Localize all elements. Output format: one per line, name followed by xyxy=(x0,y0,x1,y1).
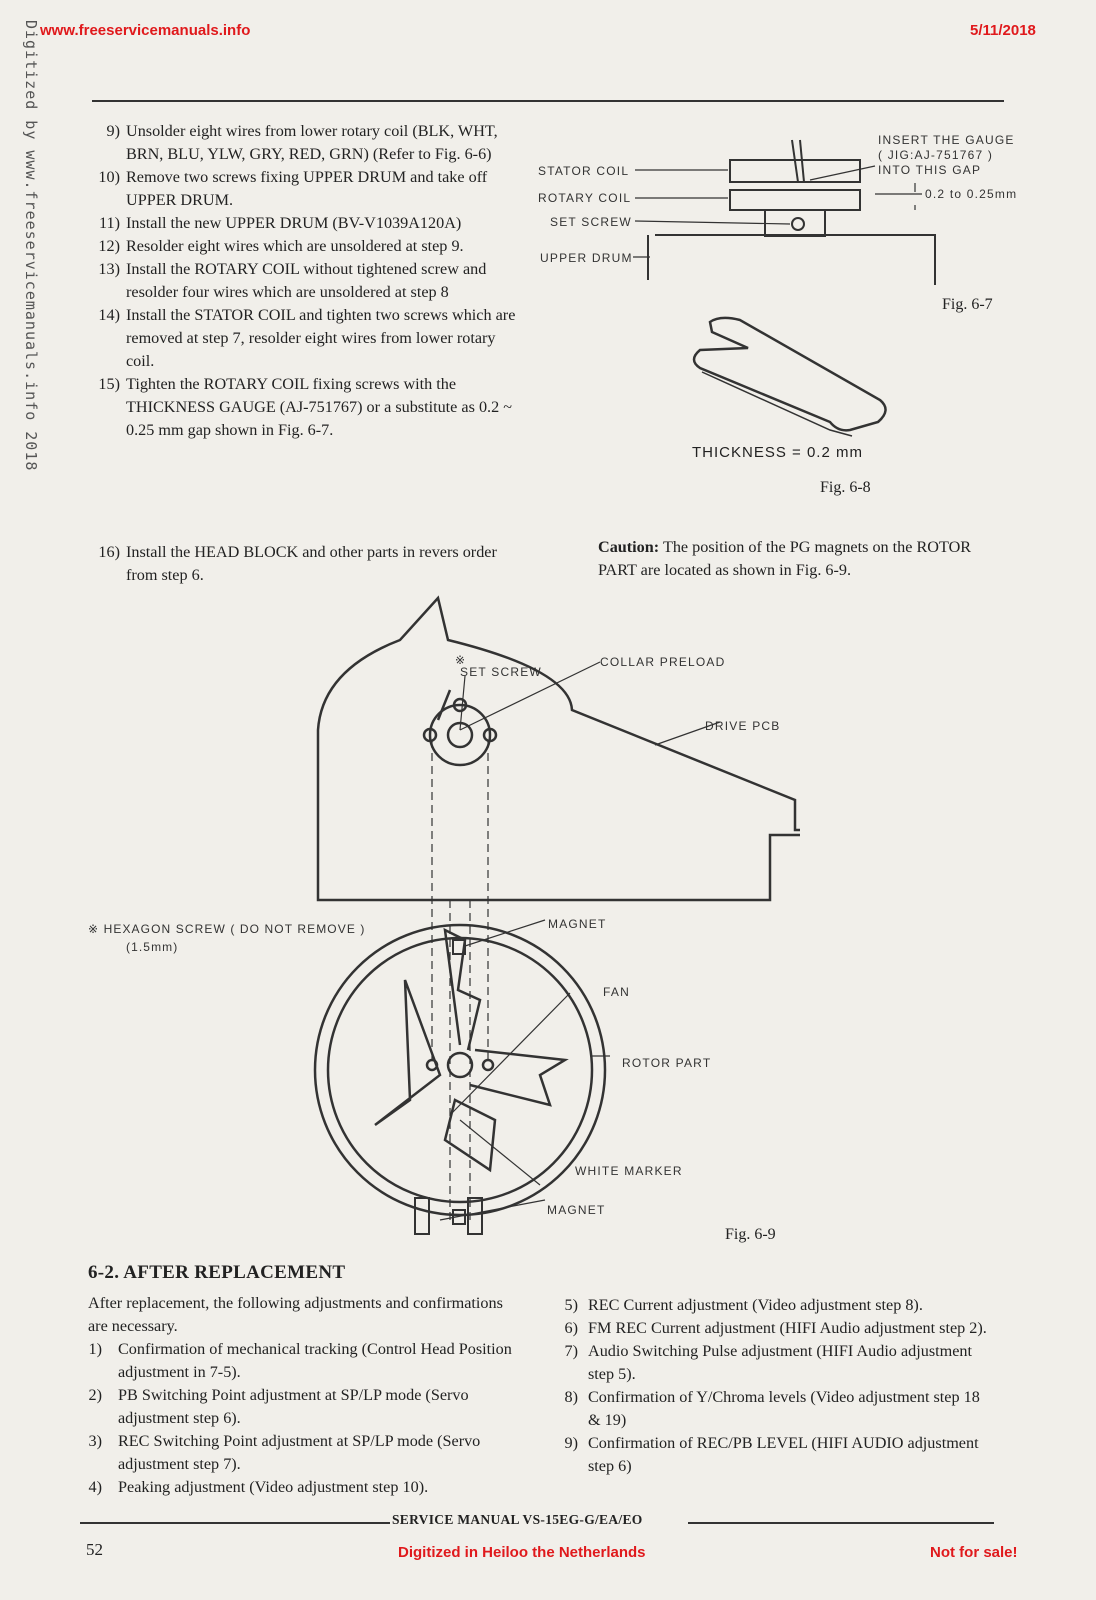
fig-6-8-gauge-diagram xyxy=(660,310,900,440)
list-item: 15) Tighten the ROTARY COIL fixing screws with the THICKNESS GAUGE (AJ-751767) or a substitute as 0.2 ~ 0.25 mm gap shown in Fig. 6-7. xyxy=(98,375,512,439)
label-collar-preload: COLLAR PRELOAD xyxy=(600,655,726,669)
caution-text: The position of the PG magnets on the ROTOR PART are located as shown in Fig. 6-9. xyxy=(598,538,972,579)
fig-6-9-drawing xyxy=(300,580,800,1240)
label-white-marker: WHITE MARKER xyxy=(575,1164,683,1178)
side-digitized-stamp: Digitized by www.freeservicemanuals.info 2018 xyxy=(22,20,40,472)
label-rotary-coil: ROTARY COIL xyxy=(538,191,632,205)
list-item: 9) Confirmation of REC/PB LEVEL (HIFI AUDIO adjustment step 6) xyxy=(564,1434,979,1475)
list-item: 4) Peaking adjustment (Video adjustment step 10). xyxy=(88,1478,429,1496)
label-into-gap: INTO THIS GAP xyxy=(878,163,982,177)
footer-rule-right xyxy=(688,1522,994,1524)
fig-6-8-thickness: THICKNESS = 0.2 mm xyxy=(692,444,863,461)
footer-manual-title: SERVICE MANUAL VS-15EG-G/EA/EO xyxy=(392,1512,643,1527)
list-item: 9) Unsolder eight wires from lower rotary coil (BLK, WHT, BRN, BLU, YLW, GRY, RED, GRN) (Refer to Fig. 6-6) xyxy=(106,122,498,163)
label-hexagon-size: (1.5mm) xyxy=(126,940,179,954)
label-upper-drum: UPPER DRUM xyxy=(540,251,633,265)
label-stator-coil: STATOR COIL xyxy=(538,164,630,178)
label-jig: ( JIG:AJ-751767 ) xyxy=(878,148,994,162)
list-item: 13) Install the ROTARY COIL without tightened screw and resolder four wires which are unsoldered at step 8 xyxy=(98,260,487,301)
list-item: 11) Install the new UPPER DRUM (BV-V1039A120A) xyxy=(99,214,462,232)
after-intro: After replacement, the following adjustments and confirmations are necessary. xyxy=(88,1294,503,1335)
list-item: 10) Remove two screws fixing UPPER DRUM and take off UPPER DRUM. xyxy=(98,168,488,209)
list-item: 12) Resolder eight wires which are unsoldered at step 9. xyxy=(98,237,464,255)
caution-note xyxy=(598,536,998,582)
label-fan: FAN xyxy=(603,985,630,999)
footer-rule-left xyxy=(80,1522,390,1524)
label-rotor-part: ROTOR PART xyxy=(622,1056,712,1070)
label-magnet-bottom: MAGNET xyxy=(547,1203,606,1217)
top-rule xyxy=(92,100,1004,102)
fig-6-8-caption: Fig. 6-8 xyxy=(820,479,871,496)
date-stamp: 5/11/2018 xyxy=(970,22,1036,39)
list-item: 3) REC Switching Point adjustment at SP/LP mode (Servo adjustment step 7). xyxy=(88,1432,481,1473)
caution-label: Caution: xyxy=(598,538,660,556)
list-item: 1) Confirmation of mechanical tracking (Control Head Position adjustment in 7-5). xyxy=(88,1340,512,1381)
list-item: 7) Audio Switching Pulse adjustment (HIFI Audio adjustment step 5). xyxy=(564,1342,972,1383)
fig-6-9-caption: Fig. 6-9 xyxy=(725,1226,776,1243)
list-item: 5) REC Current adjustment (Video adjustment step 8). xyxy=(564,1296,923,1314)
page-number: 52 xyxy=(86,1540,103,1559)
list-item: 2) PB Switching Point adjustment at SP/LP mode (Servo adjustment step 6). xyxy=(88,1386,469,1427)
label-drive-pcb: DRIVE PCB xyxy=(705,719,781,733)
list-item: 16) Install the HEAD BLOCK and other parts in revers order from step 6. xyxy=(98,543,497,584)
site-url-link[interactable]: www.freeservicemanuals.info xyxy=(40,22,251,39)
label-gap-size: 0.2 to 0.25mm xyxy=(925,187,1018,201)
label-set-screw: SET SCREW xyxy=(550,215,632,229)
label-magnet-top: MAGNET xyxy=(548,917,607,931)
section-title: 6-2. AFTER REPLACEMENT xyxy=(88,1262,346,1283)
fig-6-7-drum-diagram xyxy=(530,120,1050,320)
digitized-note: Digitized in Heiloo the Netherlands xyxy=(398,1544,646,1561)
list-item: 6) FM REC Current adjustment (HIFI Audio adjustment step 2). xyxy=(564,1319,987,1337)
label-insert-gauge: INSERT THE GAUGE xyxy=(878,133,1015,147)
not-for-sale-note: Not for sale! xyxy=(930,1544,1018,1561)
fig-6-7-caption: Fig. 6-7 xyxy=(942,296,993,313)
after-left-list xyxy=(80,1338,520,1499)
list-item: 14) Install the STATOR COIL and tighten two screws which are removed at step 7, resolder eight wires from lower rotary coil. xyxy=(98,306,516,370)
label-star: ※ xyxy=(455,653,467,667)
list-item: 8) Confirmation of Y/Chroma levels (Video adjustment step 18 & 19) xyxy=(564,1388,980,1429)
steps-list xyxy=(88,120,524,442)
label-hexagon-screw: ※ HEXAGON SCREW ( DO NOT REMOVE ) xyxy=(88,922,366,936)
label-set-screw-69: SET SCREW xyxy=(460,665,542,679)
after-right-list xyxy=(550,1294,996,1478)
